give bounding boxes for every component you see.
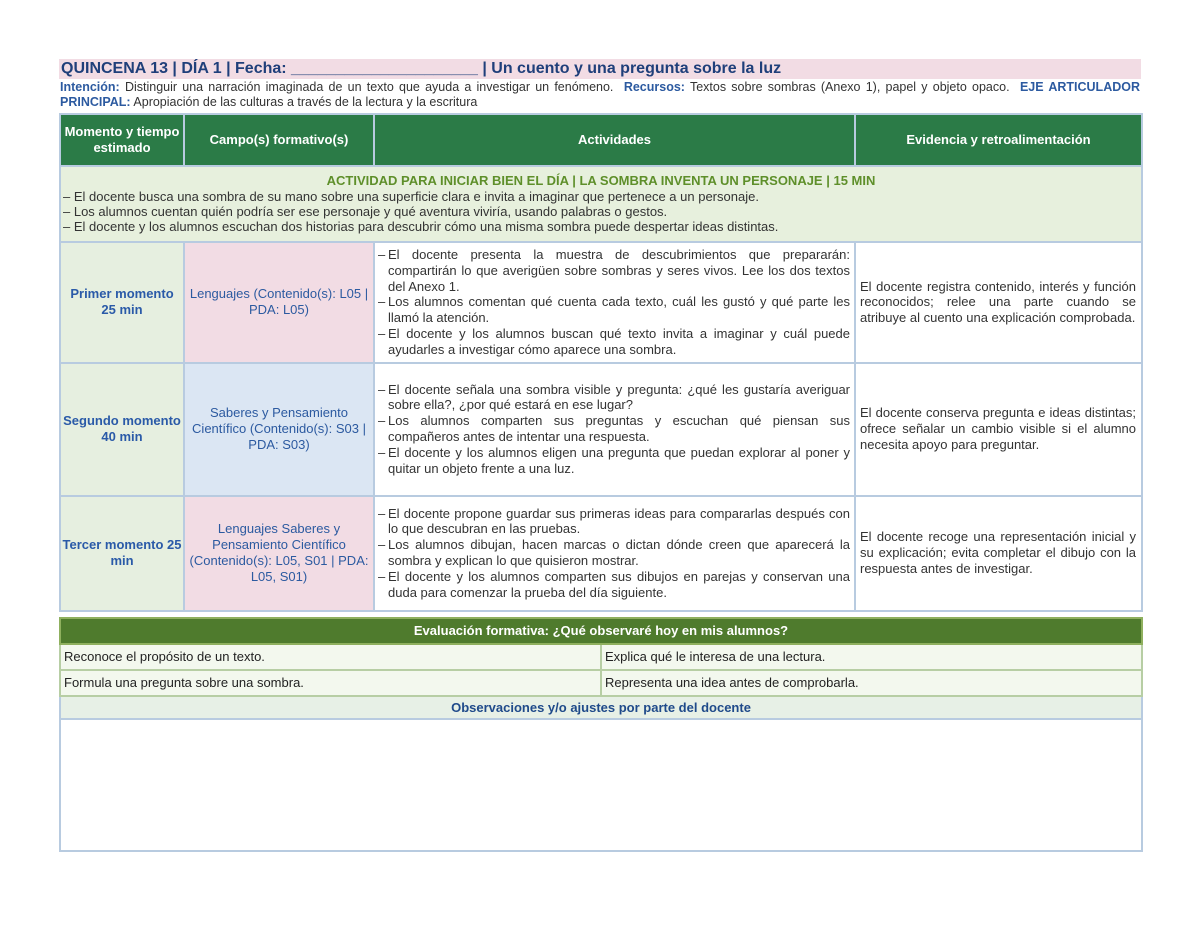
- activity-item: – El docente y los alumnos buscan qué texto invita a imaginar y cuál puede ayudarles a investigar cómo aparece una sombra.: [378, 325, 850, 357]
- banner-row: [60, 166, 1142, 242]
- evidence-cell: El docente conserva pregunta e ideas distintas; ofrece señalar un cambio visible si el alumno necesita apoyo para preguntar.: [855, 363, 1142, 496]
- evaluation-item: Explica qué le interesa de una lectura.: [601, 644, 1142, 670]
- eje-text: Apropiación de las culturas a través de la lectura y la escritura: [133, 95, 478, 109]
- activity-item: – Los alumnos dibujan, hacen marcas o dictan dónde creen que aparecerá la sombra y explican lo que quisieron mostrar.: [378, 537, 850, 569]
- banner-line: – Los alumnos cuentan quién podría ser ese personaje y qué aventura viviría, usando palabras o gestos.: [63, 204, 668, 219]
- moment-cell: Primer momento 25 min: [60, 242, 184, 363]
- evidence-cell: El docente recoge una representación inicial y su explicación; evita completar el dibujo con la respuesta antes de investigar.: [855, 496, 1142, 611]
- activity-item: – Los alumnos comentan qué cuenta cada texto, cuál les gustó y qué parte les llamó la atención.: [378, 294, 850, 326]
- banner-title: ACTIVIDAD PARA INICIAR BIEN EL DÍA | LA SOMBRA INVENTA UN PERSONAJE | 15 MIN: [326, 173, 876, 188]
- table-row: [60, 242, 1142, 363]
- activity-item: – El docente señala una sombra visible y pregunta: ¿qué les gustaría averiguar sobre ella?, ¿por qué estará en ese lugar?: [378, 381, 850, 413]
- column-header: Actividades: [374, 114, 855, 166]
- activity-item: – Los alumnos comparten sus preguntas y escuchan qué piensan sus compañeros antes de intentar una respuesta.: [378, 413, 850, 445]
- table-row: [60, 363, 1142, 496]
- eje-label: EJE ARTICULADOR PRINCIPAL:: [60, 80, 1140, 109]
- evaluation-item: Formula una pregunta sobre una sombra.: [60, 670, 601, 696]
- observations-title: Observaciones y/o ajustes por parte del docente: [60, 696, 1142, 719]
- activity-item: – El docente y los alumnos comparten sus dibujos en parejas y conservan una duda para comenzar la prueba del día siguiente.: [378, 568, 850, 600]
- recursos-label: Recursos:: [623, 80, 685, 94]
- table-row: [60, 496, 1142, 611]
- lesson-plan-page: [59, 59, 1141, 852]
- field-cell: Saberes y Pensamiento Científico (Contenido(s): S03 | PDA: S03): [184, 363, 374, 496]
- formative-evaluation-table: [59, 617, 1143, 852]
- evaluation-title: Evaluación formativa: ¿Qué observaré hoy en mis alumnos?: [60, 618, 1142, 644]
- moment-cell: Segundo momento 40 min: [60, 363, 184, 496]
- activity-item: – El docente y los alumnos eligen una pregunta que puedan explorar al poner y quitar un objeto frente a una luz.: [378, 444, 850, 476]
- evidence-cell: El docente registra contenido, interés y función reconocidos; relee una parte cuando se atribuye al cuento una explicación comprobada.: [855, 242, 1142, 363]
- intencion-label: Intención:: [60, 80, 120, 94]
- start-day-activity: [60, 166, 1142, 242]
- column-header: Campo(s) formativo(s): [184, 114, 374, 166]
- intencion-text: Distinguir una narración imaginada de un texto que ayuda a investigar un fenómeno.: [124, 80, 614, 94]
- activities-cell: [374, 496, 855, 611]
- column-header: Evidencia y retroalimentación: [855, 114, 1142, 166]
- field-cell: Lenguajes Saberes y Pensamiento Científico (Contenido(s): L05, S01 | PDA: L05, S01): [184, 496, 374, 611]
- page-title: QUINCENA 13 | DÍA 1 | Fecha: _____________________ | Un cuento y una pregunta sobre la luz: [59, 59, 1141, 79]
- activity-item: – El docente presenta la muestra de descubrimientos que prepararán: compartirán lo que averigüen sobre sombras y seres vivos. Lee los dos textos del Anexo 1.: [378, 247, 850, 294]
- column-header: Momento y tiempo estimado: [60, 114, 184, 166]
- evaluation-item: Reconoce el propósito de un texto.: [60, 644, 601, 670]
- activities-cell: [374, 242, 855, 363]
- activity-item: – El docente propone guardar sus primeras ideas para compararlas después con lo que descubran en las pruebas.: [378, 505, 850, 537]
- evaluation-item: Representa una idea antes de comprobarla.: [601, 670, 1142, 696]
- activities-cell: [374, 363, 855, 496]
- observations-area[interactable]: [60, 719, 1142, 851]
- field-cell: Lenguajes (Contenido(s): L05 | PDA: L05): [184, 242, 374, 363]
- moment-cell: Tercer momento 25 min: [60, 496, 184, 611]
- intro-block: [59, 79, 1141, 110]
- banner-line: – El docente busca una sombra de su mano sobre una superficie clara e invita a imaginar que pertenece a un personaje.: [63, 189, 759, 204]
- recursos-text: Textos sobre sombras (Anexo 1), papel y objeto opaco.: [689, 80, 1010, 94]
- activities-table: [59, 113, 1143, 612]
- table-header-row: [60, 114, 1142, 166]
- banner-line: – El docente y los alumnos escuchan dos historias para descubrir cómo una misma sombra puede despertar ideas distintas.: [63, 219, 779, 234]
